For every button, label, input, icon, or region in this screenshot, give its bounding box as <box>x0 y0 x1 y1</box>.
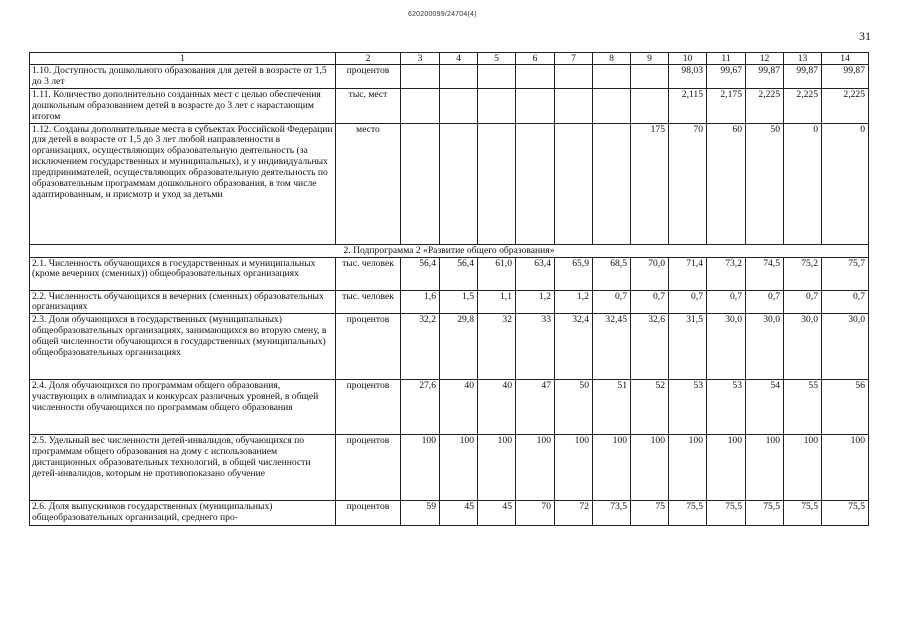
value-cell: 100 <box>746 435 784 501</box>
value-cell: 73,5 <box>593 501 631 526</box>
column-header: 11 <box>707 53 746 65</box>
value-cell <box>401 88 440 123</box>
indicator-name: 1.10. Доступность дошкольного образования для детей в возрасте от 1,5 до 3 лет <box>30 65 336 89</box>
value-cell: 60 <box>707 123 746 244</box>
value-cell: 50 <box>746 123 784 244</box>
indicator-name: 2.6. Доля выпускников государственных (муниципальных) общеобразовательных организаций, среднего про- <box>30 501 336 526</box>
value-cell: 33 <box>516 314 555 380</box>
value-cell: 71,4 <box>669 257 707 290</box>
column-header: 5 <box>478 53 516 65</box>
value-cell: 75,5 <box>822 501 869 526</box>
column-header: 9 <box>631 53 669 65</box>
value-cell: 1,2 <box>555 290 593 314</box>
value-cell: 45 <box>478 501 516 526</box>
value-cell: 100 <box>555 435 593 501</box>
value-cell: 100 <box>784 435 822 501</box>
value-cell: 70 <box>669 123 707 244</box>
value-cell: 40 <box>440 380 478 435</box>
value-cell: 32,6 <box>631 314 669 380</box>
value-cell: 175 <box>631 123 669 244</box>
value-cell: 31,5 <box>669 314 707 380</box>
value-cell <box>555 65 593 89</box>
value-cell <box>440 65 478 89</box>
value-cell: 75,2 <box>784 257 822 290</box>
value-cell: 2,115 <box>669 88 707 123</box>
value-cell: 75,5 <box>669 501 707 526</box>
value-cell: 98,03 <box>669 65 707 89</box>
value-cell: 73,2 <box>707 257 746 290</box>
value-cell: 74,5 <box>746 257 784 290</box>
unit-cell: место <box>336 123 401 244</box>
column-header: 4 <box>440 53 478 65</box>
value-cell: 0,7 <box>746 290 784 314</box>
value-cell: 50 <box>555 380 593 435</box>
value-cell: 32,45 <box>593 314 631 380</box>
value-cell: 30,0 <box>707 314 746 380</box>
value-cell <box>555 123 593 244</box>
value-cell: 63,4 <box>516 257 555 290</box>
value-cell: 1,1 <box>478 290 516 314</box>
unit-cell: тыс. человек <box>336 257 401 290</box>
indicator-name: 2.3. Доля обучающихся в государственных (муниципальных) общеобразовательных организациях, занимающихся во вторую смену, в общей численности обучающихся в государственных (муниципальных) общеобразовательных организациях <box>30 314 336 380</box>
value-cell <box>516 88 555 123</box>
column-header: 2 <box>336 53 401 65</box>
column-header: 12 <box>746 53 784 65</box>
table-row <box>30 314 869 380</box>
column-header: 1 <box>30 53 336 65</box>
unit-cell: процентов <box>336 501 401 526</box>
unit-cell: процентов <box>336 435 401 501</box>
value-cell: 70,0 <box>631 257 669 290</box>
value-cell: 54 <box>746 380 784 435</box>
unit-cell: тыс. человек <box>336 290 401 314</box>
unit-cell: процентов <box>336 380 401 435</box>
table-row <box>30 290 869 314</box>
value-cell <box>631 65 669 89</box>
value-cell: 0 <box>784 123 822 244</box>
value-cell: 1,6 <box>401 290 440 314</box>
column-header: 6 <box>516 53 555 65</box>
table-row <box>30 435 869 501</box>
value-cell: 75,5 <box>784 501 822 526</box>
value-cell: 2,225 <box>822 88 869 123</box>
value-cell: 72 <box>555 501 593 526</box>
column-number-row <box>30 53 869 65</box>
value-cell: 100 <box>669 435 707 501</box>
value-cell <box>593 88 631 123</box>
value-cell <box>631 88 669 123</box>
value-cell: 55 <box>784 380 822 435</box>
value-cell: 32 <box>478 314 516 380</box>
value-cell: 2,175 <box>707 88 746 123</box>
value-cell: 56,4 <box>401 257 440 290</box>
value-cell: 100 <box>516 435 555 501</box>
value-cell: 56,4 <box>440 257 478 290</box>
value-cell: 70 <box>516 501 555 526</box>
value-cell <box>401 123 440 244</box>
value-cell <box>478 65 516 89</box>
document-id: 620200099/24704(4) <box>408 11 477 18</box>
section-header-row <box>30 244 869 257</box>
indicator-name: 2.5. Удельный вес численности детей-инвалидов, обучающихся по программам общего образования на дому с использованием дистанционных образовательных технологий, в общей численности детей-инвалидов, которым не противопоказано обучение <box>30 435 336 501</box>
value-cell: 68,5 <box>593 257 631 290</box>
value-cell: 0,7 <box>822 290 869 314</box>
value-cell: 32,2 <box>401 314 440 380</box>
value-cell: 1,5 <box>440 290 478 314</box>
value-cell: 0 <box>822 123 869 244</box>
value-cell: 0,7 <box>669 290 707 314</box>
value-cell: 47 <box>516 380 555 435</box>
page-number: 31 <box>859 29 871 43</box>
value-cell: 65,9 <box>555 257 593 290</box>
value-cell: 100 <box>593 435 631 501</box>
value-cell: 51 <box>593 380 631 435</box>
value-cell: 75,5 <box>746 501 784 526</box>
value-cell: 100 <box>478 435 516 501</box>
table-row <box>30 380 869 435</box>
value-cell <box>555 88 593 123</box>
table-row <box>30 501 869 526</box>
table-row <box>30 65 869 89</box>
unit-cell: тыс. мест <box>336 88 401 123</box>
value-cell: 100 <box>440 435 478 501</box>
value-cell: 0,7 <box>593 290 631 314</box>
table-row <box>30 88 869 123</box>
indicators-table <box>29 52 869 526</box>
indicator-name: 1.11. Количество дополнительно созданных мест с целью обеспечения дошкольным образованием детей в возрасте до 3 лет с нарастающим итогом <box>30 88 336 123</box>
value-cell: 52 <box>631 380 669 435</box>
value-cell <box>440 123 478 244</box>
indicator-name: 2.2. Численность обучающихся в вечерних (сменных) образовательных организациях <box>30 290 336 314</box>
value-cell: 75,5 <box>707 501 746 526</box>
value-cell: 0,7 <box>631 290 669 314</box>
indicator-name: 2.4. Доля обучающихся по программам общего образования, участвующих в олимпиадах и конкурсах различных уровней, в общей численности обучающихся по программам общего образования <box>30 380 336 435</box>
value-cell: 2,225 <box>746 88 784 123</box>
value-cell: 99,87 <box>746 65 784 89</box>
value-cell: 100 <box>401 435 440 501</box>
column-header: 10 <box>669 53 707 65</box>
value-cell <box>516 65 555 89</box>
value-cell: 59 <box>401 501 440 526</box>
value-cell: 32,4 <box>555 314 593 380</box>
value-cell: 53 <box>707 380 746 435</box>
value-cell <box>478 123 516 244</box>
value-cell <box>516 123 555 244</box>
value-cell: 27,6 <box>401 380 440 435</box>
value-cell: 0,7 <box>784 290 822 314</box>
value-cell: 53 <box>669 380 707 435</box>
value-cell: 99,67 <box>707 65 746 89</box>
value-cell: 75 <box>631 501 669 526</box>
value-cell: 100 <box>631 435 669 501</box>
value-cell: 100 <box>707 435 746 501</box>
indicator-name: 2.1. Численность обучающихся в государственных и муниципальных (кроме вечерних (сменных)) общеобразовательных организациях <box>30 257 336 290</box>
value-cell: 56 <box>822 380 869 435</box>
value-cell: 100 <box>822 435 869 501</box>
table-row <box>30 257 869 290</box>
column-header: 13 <box>784 53 822 65</box>
value-cell: 99,87 <box>822 65 869 89</box>
value-cell: 45 <box>440 501 478 526</box>
value-cell: 40 <box>478 380 516 435</box>
unit-cell: процентов <box>336 314 401 380</box>
column-header: 14 <box>822 53 869 65</box>
value-cell: 29,8 <box>440 314 478 380</box>
table-row <box>30 123 869 244</box>
value-cell: 61,0 <box>478 257 516 290</box>
value-cell <box>593 123 631 244</box>
value-cell: 30,0 <box>784 314 822 380</box>
value-cell <box>401 65 440 89</box>
unit-cell: процентов <box>336 65 401 89</box>
value-cell <box>593 65 631 89</box>
column-header: 3 <box>401 53 440 65</box>
column-header: 8 <box>593 53 631 65</box>
indicator-name: 1.12. Созданы дополнительные места в субъектах Российской Федерации для детей в возрасте от 1,5 до 3 лет любой направленности в организациях, осуществляющих образовательную деятельность (за исключением государственных и муниципальных), и у индивидуальных предпринимателей, осуществляющих образовательную деятельность по образовательным программам дошкольного образования, в том числе адаптированным, и присмотр и уход за детьми <box>30 123 336 244</box>
value-cell: 30,0 <box>822 314 869 380</box>
value-cell <box>478 88 516 123</box>
value-cell: 0,7 <box>707 290 746 314</box>
value-cell: 75,7 <box>822 257 869 290</box>
value-cell: 99,87 <box>784 65 822 89</box>
section-title: 2. Подпрограмма 2 «Развитие общего образования» <box>30 244 869 257</box>
column-header: 7 <box>555 53 593 65</box>
value-cell: 1,2 <box>516 290 555 314</box>
value-cell: 2,225 <box>784 88 822 123</box>
value-cell <box>440 88 478 123</box>
value-cell: 30,0 <box>746 314 784 380</box>
